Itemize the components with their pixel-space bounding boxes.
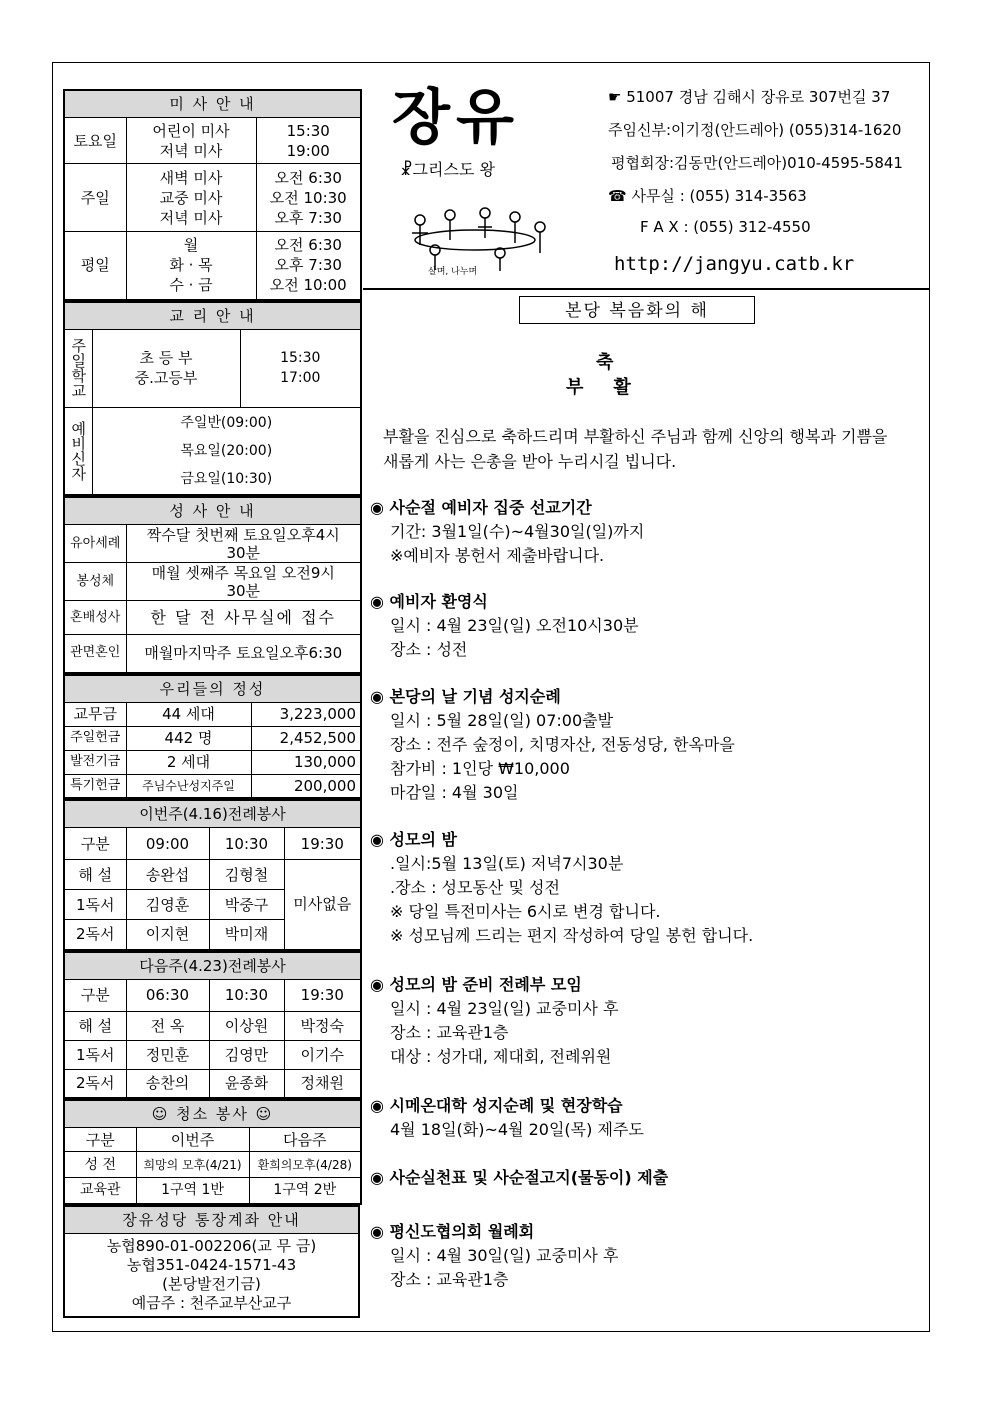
announcement-title: ◉ 사순절 예비자 집중 선교기간 xyxy=(370,498,592,517)
pin-icon: ☛ xyxy=(608,88,627,106)
year-theme-box: 본당 복음화의 해 xyxy=(519,296,755,324)
offering-count: 2 세대 xyxy=(126,750,251,774)
illustration-caption: 살며, 나누며 xyxy=(428,267,478,277)
offering-amount: 130,000 xyxy=(251,750,361,774)
place: 교육관 xyxy=(64,1178,136,1204)
announcement-line: ※ 성모님께 드리는 편지 작성하여 당일 봉헌 합니다. xyxy=(390,926,754,945)
bank-line: 농협351-0424-1571-43 xyxy=(126,1255,297,1274)
offering-count: 주님수난성지주일 xyxy=(126,774,251,798)
announcement-line: 기간: 3월1일(수)~4월30일(일)까지 xyxy=(390,522,645,541)
mass-item: 월 xyxy=(183,236,199,255)
mass-item: 저녁 미사 xyxy=(159,208,223,227)
announcement-section xyxy=(370,828,910,948)
school-time: 17:00 xyxy=(280,370,321,386)
weekday-label: 평일 xyxy=(64,232,126,300)
catechumen-item: 목요일(20:00) xyxy=(180,442,273,459)
announcement-line: .장소 : 성모동산 및 성전 xyxy=(390,878,560,897)
mass-time: 오전 6:30 xyxy=(274,168,342,187)
server: 박정숙 xyxy=(284,1011,361,1040)
announcement-title: ◉ 시메온대학 성지순례 및 현장학습 xyxy=(370,1096,623,1115)
announcement-line: .일시:5월 13일(토) 저녁7시30분 xyxy=(390,854,624,873)
mass-time: 15:30 xyxy=(286,121,330,140)
announcement-section xyxy=(370,973,910,1069)
sacrament-value: 매월 셋째주 목요일 오전9시30분 xyxy=(126,563,361,601)
announcement-line: 일시 : 5월 28일(일) 07:00출발 xyxy=(390,711,614,730)
bank-line: 농협890-01-002206(교 무 금) xyxy=(106,1236,317,1255)
col-header: 구분 xyxy=(64,828,126,860)
server: 박중구 xyxy=(209,890,284,920)
offering-amount: 200,000 xyxy=(251,774,361,798)
col-header: 19:30 xyxy=(284,828,361,860)
logo-subtitle: ☧그리스도 왕 xyxy=(400,160,495,179)
server: 이기수 xyxy=(284,1040,361,1069)
sun-label: 주일 xyxy=(64,164,126,232)
server: 이상원 xyxy=(209,1011,284,1040)
offering-count: 44 세대 xyxy=(126,702,251,726)
school-item: 중.고등부 xyxy=(134,369,198,387)
announcement-title: ◉ 성모의 밤 준비 전례부 모임 xyxy=(370,975,582,994)
offering-label: 특기헌금 xyxy=(64,774,126,798)
server: 김영훈 xyxy=(126,890,209,920)
role: 해 설 xyxy=(64,1011,126,1040)
sacrament-label: 관면혼인 xyxy=(64,635,126,673)
mass-time: 오전 10:00 xyxy=(269,276,347,295)
announcement-section xyxy=(370,685,910,805)
offering-label: 발전기금 xyxy=(64,750,126,774)
announcement-line: ※ 당일 특전미사는 6시로 변경 합니다. xyxy=(390,902,661,921)
server: 송완섭 xyxy=(126,860,209,890)
congrats-title-1: 축 xyxy=(596,352,614,373)
announcement-line: 장소 : 전주 숲정이, 치명자산, 전동성당, 한옥마을 xyxy=(390,735,735,754)
mass-item: 저녁 미사 xyxy=(159,141,223,160)
liturgy-next-week-table xyxy=(63,951,362,1100)
offering-count: 442 명 xyxy=(126,726,251,750)
col-header: 10:30 xyxy=(209,828,284,860)
sacrament-header: 성 사 안 내 xyxy=(64,497,361,525)
mass-item: 교중 미사 xyxy=(159,188,223,207)
announcement-title: ◉ 사순실천표 및 사순절고지(물동이) 제출 xyxy=(370,1168,669,1187)
col-header: 구분 xyxy=(64,1128,136,1152)
announcement-title: ◉ 평신도협의회 월례회 xyxy=(370,1222,535,1241)
announcement-section xyxy=(370,1166,910,1190)
sacrament-label: 혼배성사 xyxy=(64,601,126,635)
announcement-line: 마감일 : 4월 30일 xyxy=(390,783,519,802)
announcement-section xyxy=(370,496,910,568)
bank-table xyxy=(63,1205,360,1319)
catechism-table xyxy=(63,301,362,497)
liturgy-this-header: 이번주(4.16)전례봉사 xyxy=(64,800,361,828)
cleaning-table xyxy=(63,1099,362,1205)
bank-line: (본당발전기금) xyxy=(162,1274,261,1293)
sacrament-value: 매월마지막주 토요일오후6:30 xyxy=(126,635,361,673)
announcement-section xyxy=(370,1220,910,1292)
catechumen-item: 금요일(10:30) xyxy=(180,470,273,487)
sacrament-label: 봉성체 xyxy=(64,563,126,601)
place: 성 전 xyxy=(64,1152,136,1178)
mass-time: 오전 6:30 xyxy=(274,236,342,255)
cleaning-this: 희망의 모후(4/21) xyxy=(136,1152,249,1178)
sacrament-label: 유아세례 xyxy=(64,525,126,563)
no-mass: 미사없음 xyxy=(284,860,361,950)
phone-icon: ☎ xyxy=(608,187,632,205)
offering-label: 주일헌금 xyxy=(64,726,126,750)
announcement-line: 일시 : 4월 23일(일) 교중미사 후 xyxy=(390,999,619,1018)
mass-time: 오후 7:30 xyxy=(274,208,342,227)
mass-table xyxy=(63,89,362,301)
catechumen-item: 주일반(09:00) xyxy=(180,414,273,431)
col-header: 10:30 xyxy=(209,979,284,1011)
fax: F A X : (055) 312-4550 xyxy=(640,218,811,236)
col-header: 19:30 xyxy=(284,979,361,1011)
congrats-title-2: 부활 xyxy=(566,377,661,398)
server: 이지현 xyxy=(126,920,209,950)
bank-line: 예금주 : 천주교부산교구 xyxy=(131,1293,292,1312)
liturgy-this-week-table xyxy=(63,799,362,951)
cleaning-header: ☺ 청소 봉사 ☺ xyxy=(64,1100,361,1128)
school-item: 초 등 부 xyxy=(139,349,193,367)
announcement-line: 장소 : 성전 xyxy=(390,640,468,659)
offering-label: 교무금 xyxy=(64,702,126,726)
announcement-line: 일시 : 4월 23일(일) 오전10시30분 xyxy=(390,616,639,635)
mass-item: 어린이 미사 xyxy=(152,121,230,140)
col-header: 06:30 xyxy=(126,979,209,1011)
liturgy-next-header: 다음주(4.23)전례봉사 xyxy=(64,952,361,980)
offering-header: 우리들의 정성 xyxy=(64,675,361,703)
left-column xyxy=(63,89,360,1318)
announcement-line: 4월 18일(화)~4월 20일(목) 제주도 xyxy=(390,1120,644,1139)
announcement-line: 장소 : 교육관1층 xyxy=(390,1270,509,1289)
office-phone: ☎ 사무실 : (055) 314-3563 xyxy=(608,187,807,205)
col-header: 구분 xyxy=(64,979,126,1011)
sacrament-table xyxy=(63,496,362,674)
sunday-school-label: 주일학교 xyxy=(64,329,92,407)
col-header: 이번주 xyxy=(136,1128,249,1152)
cleaning-next: 환희의모후(4/28) xyxy=(249,1152,361,1178)
server: 김영만 xyxy=(209,1040,284,1069)
server: 송찬의 xyxy=(126,1069,209,1098)
intro-text: 부활을 진심으로 축하드리며 부활하신 주님과 함께 신앙의 행복과 기쁨을 새롭게 사는 은총을 받아 누리시길 빕니다. xyxy=(383,427,888,471)
announcement-line: 대상 : 성가대, 제대회, 전례위원 xyxy=(390,1047,612,1066)
catechumen-label: 예비신자 xyxy=(64,407,92,495)
website-url[interactable]: http://jangyu.catb.kr xyxy=(614,253,855,275)
announcement-section xyxy=(370,590,910,662)
pastor-info: 주임신부:이기정(안드레아) (055)314-1620 xyxy=(608,121,902,139)
cleaning-next: 1구역 2반 xyxy=(249,1178,361,1204)
mass-header: 미 사 안 내 xyxy=(64,90,361,118)
offering-amount: 2,452,500 xyxy=(251,726,361,750)
announcement-title: ◉ 성모의 밤 xyxy=(370,830,457,849)
mass-time: 오전 10:30 xyxy=(269,188,347,207)
announcement-line: 참가비 : 1인당 ₩10,000 xyxy=(390,759,570,778)
header-separator xyxy=(363,288,930,290)
server: 김형철 xyxy=(209,860,284,890)
catechism-header: 교 리 안 내 xyxy=(64,302,361,330)
role: 2독서 xyxy=(64,1069,126,1098)
sacrament-value: 짝수달 첫번째 토요일오후4시30분 xyxy=(126,525,361,563)
announcement-line: 일시 : 4월 30일(일) 교중미사 후 xyxy=(390,1246,619,1265)
bank-header: 장유성당 통장계좌 안내 xyxy=(64,1206,359,1234)
offering-amount: 3,223,000 xyxy=(251,702,361,726)
mass-item: 수 · 금 xyxy=(169,276,213,295)
cleaning-this: 1구역 1반 xyxy=(136,1178,249,1204)
logo: 장유 xyxy=(392,83,520,153)
announcement-section xyxy=(370,1094,910,1142)
announcement-title: ◉ 본당의 날 기념 성지순례 xyxy=(370,687,561,706)
role: 2독서 xyxy=(64,920,126,950)
col-header: 09:00 xyxy=(126,828,209,860)
mass-time: 19:00 xyxy=(286,141,330,160)
announcement-title: ◉ 예비자 환영식 xyxy=(370,592,488,611)
sacrament-value: 한 달 전 사무실에 접수 xyxy=(126,601,361,635)
address: ☛ 51007 경남 김해시 장유로 307번길 37 xyxy=(608,88,891,106)
mass-item: 화 · 목 xyxy=(169,256,213,275)
col-header: 다음주 xyxy=(249,1128,361,1152)
announcement-line: ※예비자 봉헌서 제출바랍니다. xyxy=(390,546,605,565)
mass-time: 오후 7:30 xyxy=(274,256,342,275)
school-time: 15:30 xyxy=(280,350,321,366)
role: 해 설 xyxy=(64,860,126,890)
server: 정민훈 xyxy=(126,1040,209,1069)
role: 1독서 xyxy=(64,1040,126,1069)
mass-item: 새벽 미사 xyxy=(159,168,223,187)
server: 윤종화 xyxy=(209,1069,284,1098)
offering-table xyxy=(63,674,362,800)
server: 정채원 xyxy=(284,1069,361,1098)
role: 1독서 xyxy=(64,890,126,920)
server: 전 옥 xyxy=(126,1011,209,1040)
announcement-line: 장소 : 교육관1층 xyxy=(390,1023,509,1042)
server: 박미재 xyxy=(209,920,284,950)
council-info: 평협회장:김동만(안드레아)010-4595-5841 xyxy=(611,154,903,172)
sat-label: 토요일 xyxy=(64,118,126,164)
